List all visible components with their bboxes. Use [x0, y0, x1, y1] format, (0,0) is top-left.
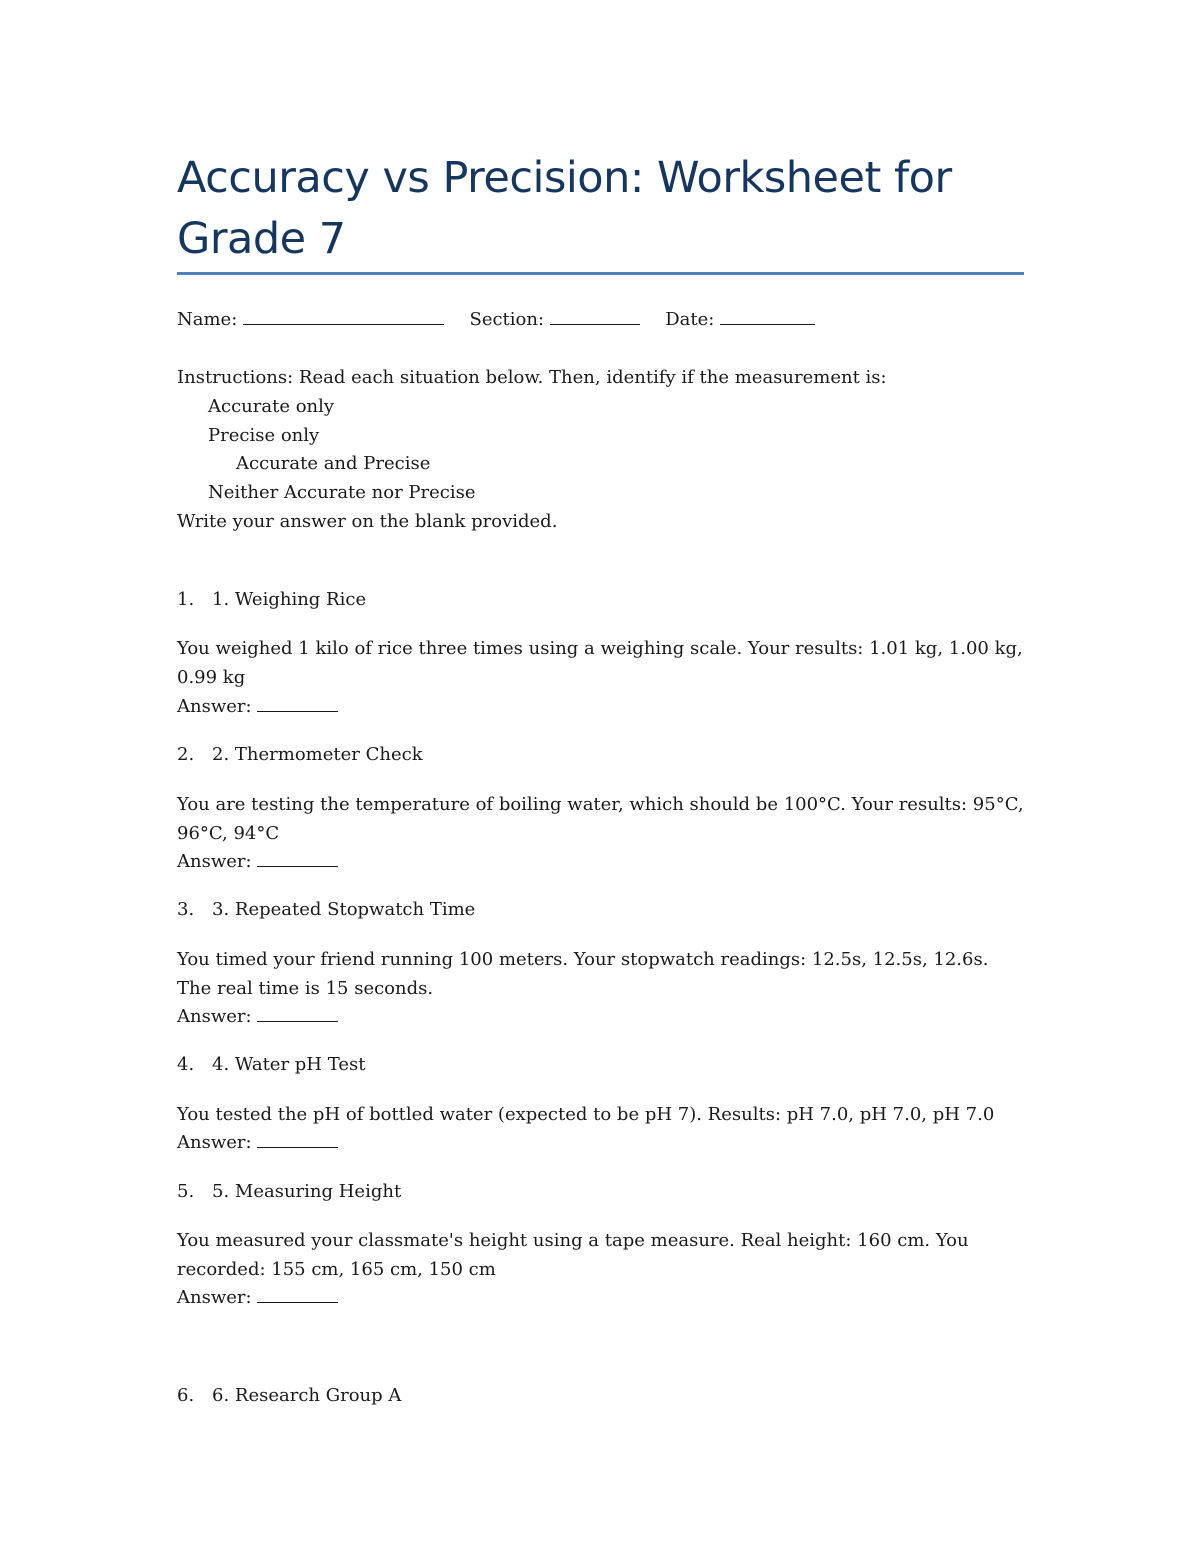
question-6-number: 6. [177, 1385, 195, 1406]
answer-label: Answer: [177, 851, 252, 872]
header-fields [177, 308, 815, 332]
option-accurate-only: Accurate only [208, 396, 335, 417]
section-label: Section: [469, 309, 545, 330]
instructions-intro: Instructions: Read each situation below. Then, identify if the measurement is: [177, 367, 887, 388]
question-3-title: 3. Repeated Stopwatch Time [212, 899, 476, 920]
title-underline [177, 272, 1024, 275]
answer-blank-2[interactable] [257, 850, 338, 867]
answer-blank-1[interactable] [257, 695, 338, 712]
question-1-number: 1. [177, 589, 195, 610]
answer-blank-4[interactable] [257, 1131, 338, 1148]
question-5-answer [177, 1286, 338, 1310]
question-5-text: You measured your classmate's height using a tape measure. Real height: 160 cm. You recorded: 155 cm, 165 cm, 150 cm [177, 1230, 969, 1280]
option-neither: Neither Accurate nor Precise [208, 482, 476, 503]
option-precise-only: Precise only [208, 425, 320, 446]
question-2-number: 2. [177, 744, 195, 765]
question-6-title: 6. Research Group A [212, 1385, 402, 1406]
question-1-answer [177, 695, 338, 719]
question-3-text: You timed your friend running 100 meters. Your stopwatch readings: 12.5s, 12.5s, 12.6s. The real time is 15 seconds. [177, 949, 989, 999]
question-5-number: 5. [177, 1181, 195, 1202]
page-title: Accuracy vs Precision: Worksheet for Grade 7 [177, 153, 952, 264]
name-blank[interactable] [243, 308, 444, 325]
answer-blank-5[interactable] [257, 1286, 338, 1303]
question-3-number: 3. [177, 899, 195, 920]
question-4-text: You tested the pH of bottled water (expected to be pH 7). Results: pH 7.0, pH 7.0, pH 7.0 [177, 1104, 995, 1125]
answer-label: Answer: [177, 696, 252, 717]
answer-label: Answer: [177, 1132, 252, 1153]
answer-label: Answer: [177, 1006, 252, 1027]
answer-label: Answer: [177, 1287, 252, 1308]
question-2-answer [177, 850, 338, 874]
question-4-title: 4. Water pH Test [212, 1054, 366, 1075]
question-2-title: 2. Thermometer Check [212, 744, 423, 765]
section-blank[interactable] [550, 308, 640, 325]
question-3-answer [177, 1005, 338, 1029]
answer-blank-3[interactable] [257, 1005, 338, 1022]
question-4-number: 4. [177, 1054, 195, 1075]
option-accurate-and-precise: Accurate and Precise [236, 453, 431, 474]
date-label: Date: [665, 309, 715, 330]
name-label: Name: [177, 309, 238, 330]
question-1-text: You weighed 1 kilo of rice three times using a weighing scale. Your results: 1.01 kg, 1.00 kg, 0.99 kg [177, 638, 1023, 688]
date-blank[interactable] [720, 308, 815, 325]
question-4-answer [177, 1131, 338, 1155]
instructions-closing: Write your answer on the blank provided. [177, 511, 558, 532]
question-2-text: You are testing the temperature of boiling water, which should be 100°C. Your results: 95°C, 96°C, 94°C [177, 794, 1024, 844]
question-1-title: 1. Weighing Rice [212, 589, 367, 610]
worksheet-page [177, 0, 1025, 1553]
question-5-title: 5. Measuring Height [212, 1181, 402, 1202]
